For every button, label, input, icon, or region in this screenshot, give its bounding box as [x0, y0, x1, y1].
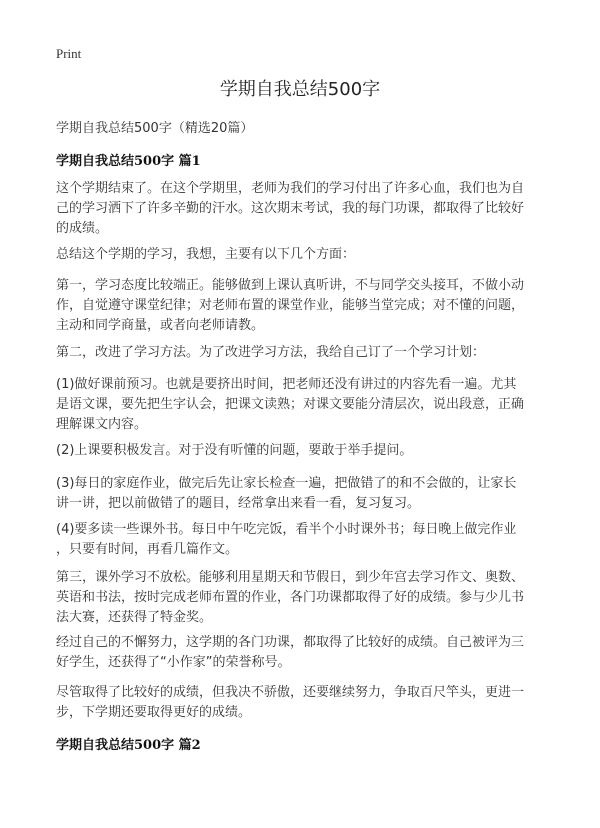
- page-title: 学期自我总结500字: [219, 79, 381, 100]
- section-heading-1: 学期自我总结500字 篇1: [56, 154, 201, 169]
- document-subtitle: 学期自我总结500字（精选20篇）: [56, 121, 254, 136]
- paragraph-8: (4)要多读一些课外书。每日中午吃完饭，看半个小时课外书；每日晚上做完作业 ，只要有时间，再看几篇作文。: [56, 522, 517, 557]
- paragraph-10: 经过自己的不懈努力，这学期的各门功课，都取得了比较好的成绩。自己被评为三 好学生，还获得了“小作家”的荣誉称号。: [56, 635, 525, 670]
- paragraph-9: 第三，课外学习不放松。能够利用星期天和节假日，到少年宫去学习作文、奥数、 英语和书法，按时完成老师布置的作业，各门功课都取得了好的成绩。参与少儿书 法大赛，还获得了特金奖。: [56, 570, 525, 625]
- paragraph-3: 第一，学习态度比较端正。能够做到上课认真听讲，不与同学交头接耳，不做小动 作，自觉遵守课堂纪律；对老师布置的课堂作业，能够当堂完成；对不懂的问题， 主动和同学商量，或者向老师请教。: [56, 278, 525, 333]
- paragraph-11: 尽管取得了比较好的成绩，但我决不骄傲，还要继续努力，争取百尺竿头，更进一 步，下学期还要取得更好的成绩。: [56, 685, 525, 720]
- paragraph-7: (3)每日的家庭作业，做完后先让家长检查一遍，把做错了的和不会做的，让家长 讲一讲，把以前做错了的题目，经常拿出来看一看，复习复习。: [56, 476, 517, 511]
- paragraph-4: 第二，改进了学习方法。为了改进学习方法，我给自己订了一个学习计划：: [56, 345, 486, 360]
- paragraph-2: 总结这个学期的学习，我想，主要有以下几个方面：: [56, 247, 356, 262]
- section-heading-2: 学期自我总结500字 篇2: [56, 738, 201, 753]
- paragraph-1: 这个学期结束了。在这个学期里，老师为我们的学习付出了许多心血，我们也为自 己的学习洒下了许多辛勤的汗水。这次期末考试，我的每门功课，都取得了比较好 的成绩。: [56, 181, 525, 236]
- paragraph-5: (1)做好课前预习。也就是要挤出时间，把老师还没有讲过的内容先看一遍。尤其 是语文课，要先把生字认会，把课文读熟；对课文要能分清层次，说出段意，正确 理解课文内容。: [56, 377, 525, 432]
- paragraph-6: (2)上课要积极发言。对于没有听懂的问题，要敢于举手提问。: [56, 443, 413, 458]
- print-link[interactable]: Print: [56, 46, 82, 61]
